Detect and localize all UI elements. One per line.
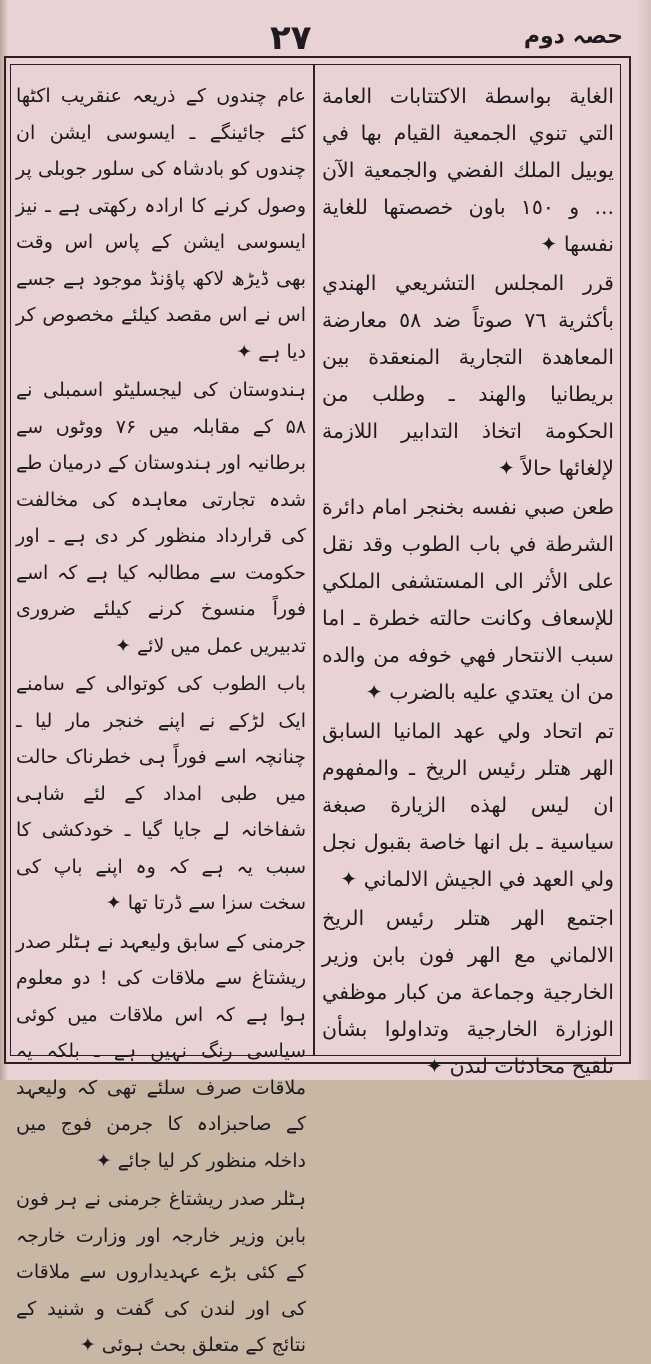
column-divider: [313, 64, 315, 1056]
arabic-paragraph: اجتمع الهر هتلر رئيس الريخ الالماني مع الهر فون بابن وزير الخارجية وجماعة من كبار موظفي الوزارة الخارجية وتداولوا بشأن تلقيح محادثات لندن ✦: [322, 906, 614, 1078]
urdu-paragraph: ہٹلر صدر ریشتاغ جرمنی نے ہر فون بابن وزیر خارجہ اور وزارت خارجہ کے کئی بڑے عہدیداروں سے ملاقات کی اور لندن کی گفت و شنید کے نتائج کے متعلق بحث ہوئی ✦: [16, 1188, 306, 1356]
urdu-paragraph: عام چندوں کے ذریعہ عنقریب اکٹھا کئے جائینگے ـ ایسوسی ایشن ان چندوں کو بادشاہ کی سلور جوبلی پر وصول کرنے کا ارادہ رکھتی ہے ـ نیز ایسوسی ایشن کے پاس اس وقت بھی ڈیڑھ لاکھ پاؤنڈ موجود ہے جسے اس نے اس مقصد کیلئے مخصوص کر دیا ہے ✦: [16, 85, 306, 363]
arabic-column: [322, 78, 615, 1078]
section-title: حصہ دوم: [523, 24, 623, 49]
arabic-paragraph: الغاية بواسطة الاكتتابات العامة التي تنوي الجمعية القيام بها في يوبيل الملك الفضي والجمعية الآن ... و ١٥٠ باون خصصتها للغاية نفسها ✦: [322, 84, 615, 256]
urdu-paragraph: باب الطوب کی کوتوالی کے سامنے ایک لڑکے نے اپنے خنجر مار لیا ـ چنانچہ اسے فوراً ہی خطرناک حالت میں طبی امداد کے لئے شاہی شفاخانہ لے جایا گیا ـ خودکشی کا سبب یہ ہے کہ وہ اپنے باپ کی سخت سزا سے ڈرتا تھا ✦: [16, 673, 306, 914]
urdu-paragraph: ہندوستان کی لیجسلیٹو اسمبلی نے ۵۸ کے مقابلہ میں ۷۶ ووٹوں سے برطانیہ اور ہندوستان کے درمیان طے شدہ تجارتی معاہدہ کی مخالفت کی قرارداد منظور کر دی ہے ـ اور حکومت سے مطالبہ کیا ہے کہ اسے فوراً منسوخ کرنے کیلئے ضروری تدبیریں عمل میں لائے ✦: [16, 379, 306, 657]
page-header: [0, 18, 651, 58]
arabic-paragraph: قرر المجلس التشريعي الهندي بأكثرية ٧٦ صوتاً ضد ٥٨ معارضة المعاهدة التجارية المنعقدة بين بريطانيا والهند ـ وطلب من الحكومة اتخاذ التدابير اللازمة لإلغائها حالاً ✦: [322, 271, 615, 480]
urdu-column: [16, 78, 306, 1356]
page-number: ٢٧: [270, 18, 312, 58]
page-fold-shadow: [636, 0, 651, 1080]
urdu-paragraph: جرمنی کے سابق ولیعہد نے ہٹلر صدر ریشتاغ سے ملاقات کی ! دو معلوم ہوا ہے کہ اس ملاقات میں کوئی سیاسی رنگ نہیں ہے ـ بلکہ یہ ملاقات صرف سلئے تھی کہ ولیعہد کے صاحبزادہ کا جرمن فوج میں داخلہ منظور کر لیا جائے ✦: [16, 930, 306, 1172]
arabic-paragraph: طعن صبي نفسه بخنجر امام دائرة الشرطة في باب الطوب وقد نقل على الأثر الى المستشفى الملكي للإسعاف وكانت حالته خطرة ـ اما سبب الانتحار فهي خوفه من والده من ان يعتدي عليه بالضرب ✦: [322, 495, 614, 704]
arabic-paragraph: تم اتحاد ولي عهد المانيا السابق الهر هتلر رئيس الريخ ـ والمفهوم ان ليس لهذه الزيارة صبغة سياسية ـ بل انها خاصة بقبول نجل ولي العهد في الجيش الالماني ✦: [322, 719, 614, 891]
